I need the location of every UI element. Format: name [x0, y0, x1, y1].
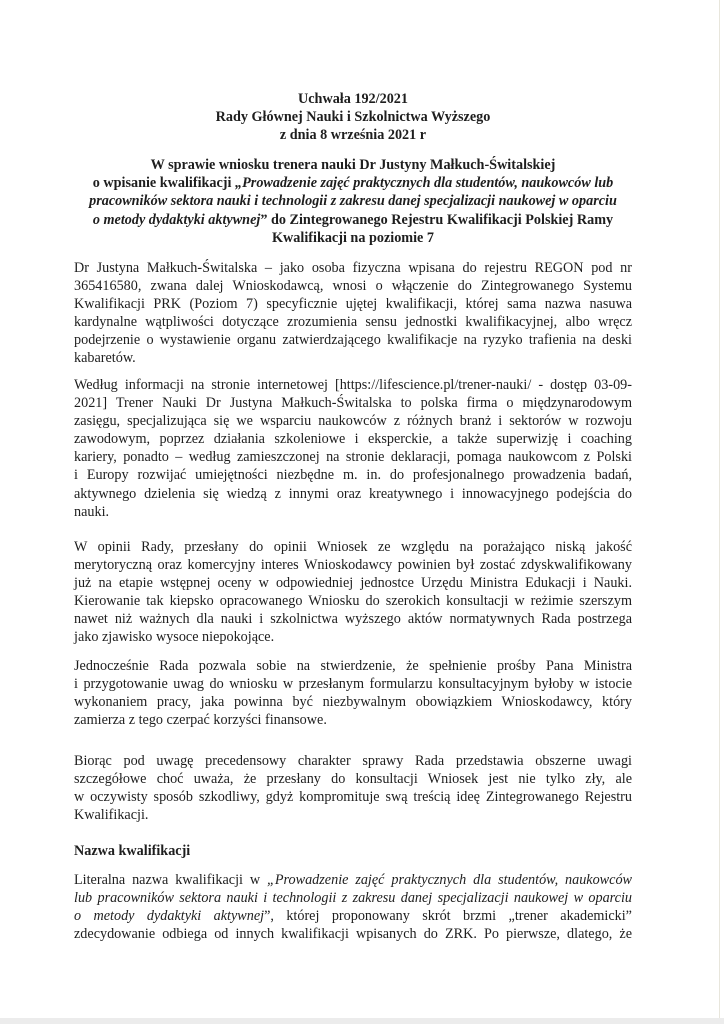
- text-line: merytoryczną oraz komercyjny interes Wnioskodawcy powinien był zostać zdyskwalifikowany: [74, 557, 632, 574]
- text-segment: ”, której proponowany skrót brzmi „trener akademicki”: [264, 908, 632, 925]
- text-line: w oczywisty sposób szkodliwy, gdyż kompromituje swą treścią ideę Zintegrowanego Rejestru: [74, 789, 632, 806]
- text-line: kabaretów.: [74, 350, 136, 367]
- text-line: zamierza z tego czerpać korzyści finansowe.: [74, 712, 327, 729]
- title-line: Uchwała 192/2021: [298, 91, 408, 107]
- text-line: Kwalifikacji.: [74, 807, 149, 824]
- scan-edge-line: [719, 0, 720, 1024]
- qualification-name-italic: „Prowadzenie zajęć praktycznych dla studentów, naukowców lub: [235, 175, 614, 192]
- text-line: [74, 871, 632, 889]
- text-segment: Literalna nazwa kwalifikacji w: [74, 872, 267, 888]
- paragraph-statement: [74, 657, 632, 729]
- subject-line: [74, 192, 632, 210]
- text-line: [74, 907, 632, 925]
- paragraph-qualification-name: [74, 871, 632, 943]
- text-line: zdecydowanie odbiega od innych kwalifikacji wpisanych do ZRK. Po pierwsze, dlatego, że: [74, 926, 632, 943]
- subject-text: o wpisanie kwalifikacji: [92, 175, 236, 192]
- text-line: zawodowym, poprzez działania szkoleniowe i eksperckie, a także superwizję i coaching: [74, 431, 632, 448]
- text-line: Kierowanie tak kiepsko opracowanego Wniosku do szerokich konsultacji w reżimie szerszym: [74, 593, 632, 610]
- text-line: Dr Justyna Małkuch-Świtalska – jako osoba fizyczna wpisana do rejestru REGON pod nr: [74, 260, 632, 276]
- text-line: Według informacji na stronie internetowej [https://lifescience.pl/trener-nauki/ - dostęp 03-09-: [74, 377, 632, 393]
- resolution-title: [74, 90, 632, 144]
- qualification-name-italic: lub pracowników sektora nauki i technologii z zakresu danej specjalizacji naukowej w oparciu: [74, 890, 632, 907]
- qualification-name-italic: pracowników sektora nauki i technologii z zakresu danej specjalizacji naukowej w oparciu: [89, 193, 617, 210]
- scan-bottom-band: [0, 1018, 724, 1024]
- paragraph-website-info: [74, 376, 632, 521]
- text-line: szczegółowe choć uważa, że przesłany do konsultacji Wniosek jest nie tylko zły, ale: [74, 771, 632, 788]
- resolution-subject: [74, 156, 632, 247]
- text-line: 365416580, zwana dalej Wnioskodawcą, wnosi o włączenie do Zintegrowanego Systemu: [74, 278, 632, 295]
- text-line: aktywnego dzielenia się wiedzą z innymi oraz kreatywnego i innowacyjnego podejścia do: [74, 485, 632, 502]
- text-line: Kwalifikacji PRK (Poziom 7) specyficznie ujętej kwalifikacji, której sama nazwa nasuwa: [74, 296, 632, 313]
- paragraph-precedent: [74, 752, 632, 824]
- subject-text: ” do Zintegrowanego Rejestru Kwalifikacji Polskiej Ramy: [260, 211, 614, 228]
- text-line: Biorąc pod uwagę precedensowy charakter sprawy Rada przedstawia obszerne uwagi: [74, 753, 632, 769]
- text-line: 2021] Trener Nauki Dr Justyna Małkuch-Świtalska to polska firma o międzynarodowym: [74, 395, 632, 412]
- text-line: Jednocześnie Rada pozwala sobie na stwierdzenie, że spełnienie prośby Pana Ministra: [74, 658, 632, 674]
- subject-line: Kwalifikacji na poziomie 7: [272, 229, 434, 246]
- text-line: W opinii Rady, przesłany do opinii Wniosek ze względu na porażająco niską jakość: [74, 539, 632, 555]
- title-line: Rady Głównej Nauki i Szkolnictwa Wyższego: [215, 109, 491, 125]
- subject-line: [74, 211, 632, 229]
- qualification-name-italic: o metody dydaktyki aktywnej: [92, 211, 261, 228]
- subject-line: W sprawie wniosku trenera nauki Dr Justyny Małkuch-Świtalskiej: [150, 157, 556, 173]
- paragraph-applicant: [74, 259, 632, 368]
- text-line: kariery, ponadto – według zamieszczonej na stronie deklaracji, pomaga naukowcom z Polski: [74, 449, 632, 466]
- text-line: [74, 889, 632, 907]
- text-line: i Europy rozwijać umiejętności niezbędne m. in. do profesjonalnego prowadzenia badań,: [74, 467, 632, 484]
- text-line: nauki.: [74, 503, 110, 520]
- text-line: kardynalne wątpliwości dotyczące zrozumienia sensu jednostki kwalifikacyjnej, albo wręcz: [74, 314, 632, 331]
- title-line: z dnia 8 września 2021 r: [279, 127, 427, 143]
- paragraph-council-opinion: [74, 538, 632, 647]
- qualification-name-italic: „Prowadzenie zajęć praktycznych dla studentów, naukowców: [266, 872, 632, 888]
- qualification-name-italic: o metody dydaktyki aktywnej: [74, 908, 265, 925]
- text-line: jako zjawisko wysoce niepokojące.: [74, 629, 275, 646]
- text-line: już na etapie wstępnej oceny w odpowiedniej jednostce Urzędu Ministra Edukacji i Nauki.: [74, 575, 632, 592]
- text-line: i przygotowanie uwag do wniosku w przesłanym formularzu konsultacyjnym byłoby w istocie: [74, 676, 632, 693]
- section-heading: Nazwa kwalifikacji: [74, 843, 191, 859]
- text-line: zasięgu, specjalizująca się we wsparciu naukowców z różnych branż i sektorów w rozwoju: [74, 413, 632, 430]
- text-line: podejrzenie o wystawienie organu zatwierdzającego kwalifikacje na ryzyko trafienia na deski: [74, 332, 632, 349]
- text-line: nawet niż ważnych dla nauki i szkolnictwa wyższego aktów normatywnych Rada postrzega: [74, 611, 632, 628]
- text-line: wykonaniem pracy, jaka powinna być niezbywalnym obowiązkiem Wnioskodawcy, który: [74, 694, 632, 711]
- subject-line: [74, 174, 632, 192]
